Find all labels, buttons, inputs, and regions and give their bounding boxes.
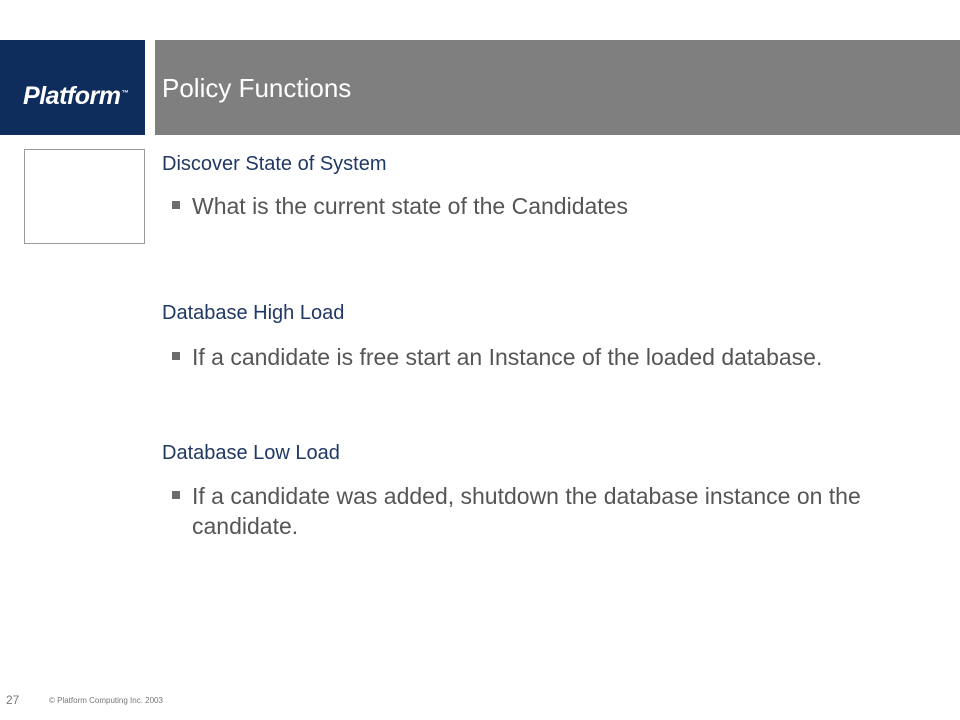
copyright-notice: © Platform Computing Inc. 2003: [49, 696, 163, 705]
square-bullet-icon: [172, 201, 180, 209]
bullet-text: If a candidate was added, shutdown the database instance on the candidate.: [192, 483, 861, 539]
title-bar: [155, 40, 960, 135]
bullet-item-high-load: [172, 342, 932, 372]
platform-logo: Platform™: [23, 82, 128, 110]
section-heading-discover: Discover State of System: [162, 153, 387, 175]
bullet-item-discover: [172, 191, 932, 221]
square-bullet-icon: [172, 491, 180, 499]
bullet-text: What is the current state of the Candidates: [192, 193, 628, 219]
logo-block: [0, 40, 145, 135]
section-heading-high-load: Database High Load: [162, 302, 345, 324]
square-bullet-icon: [172, 352, 180, 360]
section-heading-low-load: Database Low Load: [162, 442, 340, 464]
page-number: 27: [6, 693, 20, 707]
bullet-text: If a candidate is free start an Instance of the loaded database.: [192, 344, 823, 370]
image-placeholder: [24, 149, 145, 244]
page-title: Policy Functions: [162, 73, 352, 103]
trademark-mark: ™: [121, 89, 128, 97]
bullet-item-low-load: [172, 481, 932, 541]
